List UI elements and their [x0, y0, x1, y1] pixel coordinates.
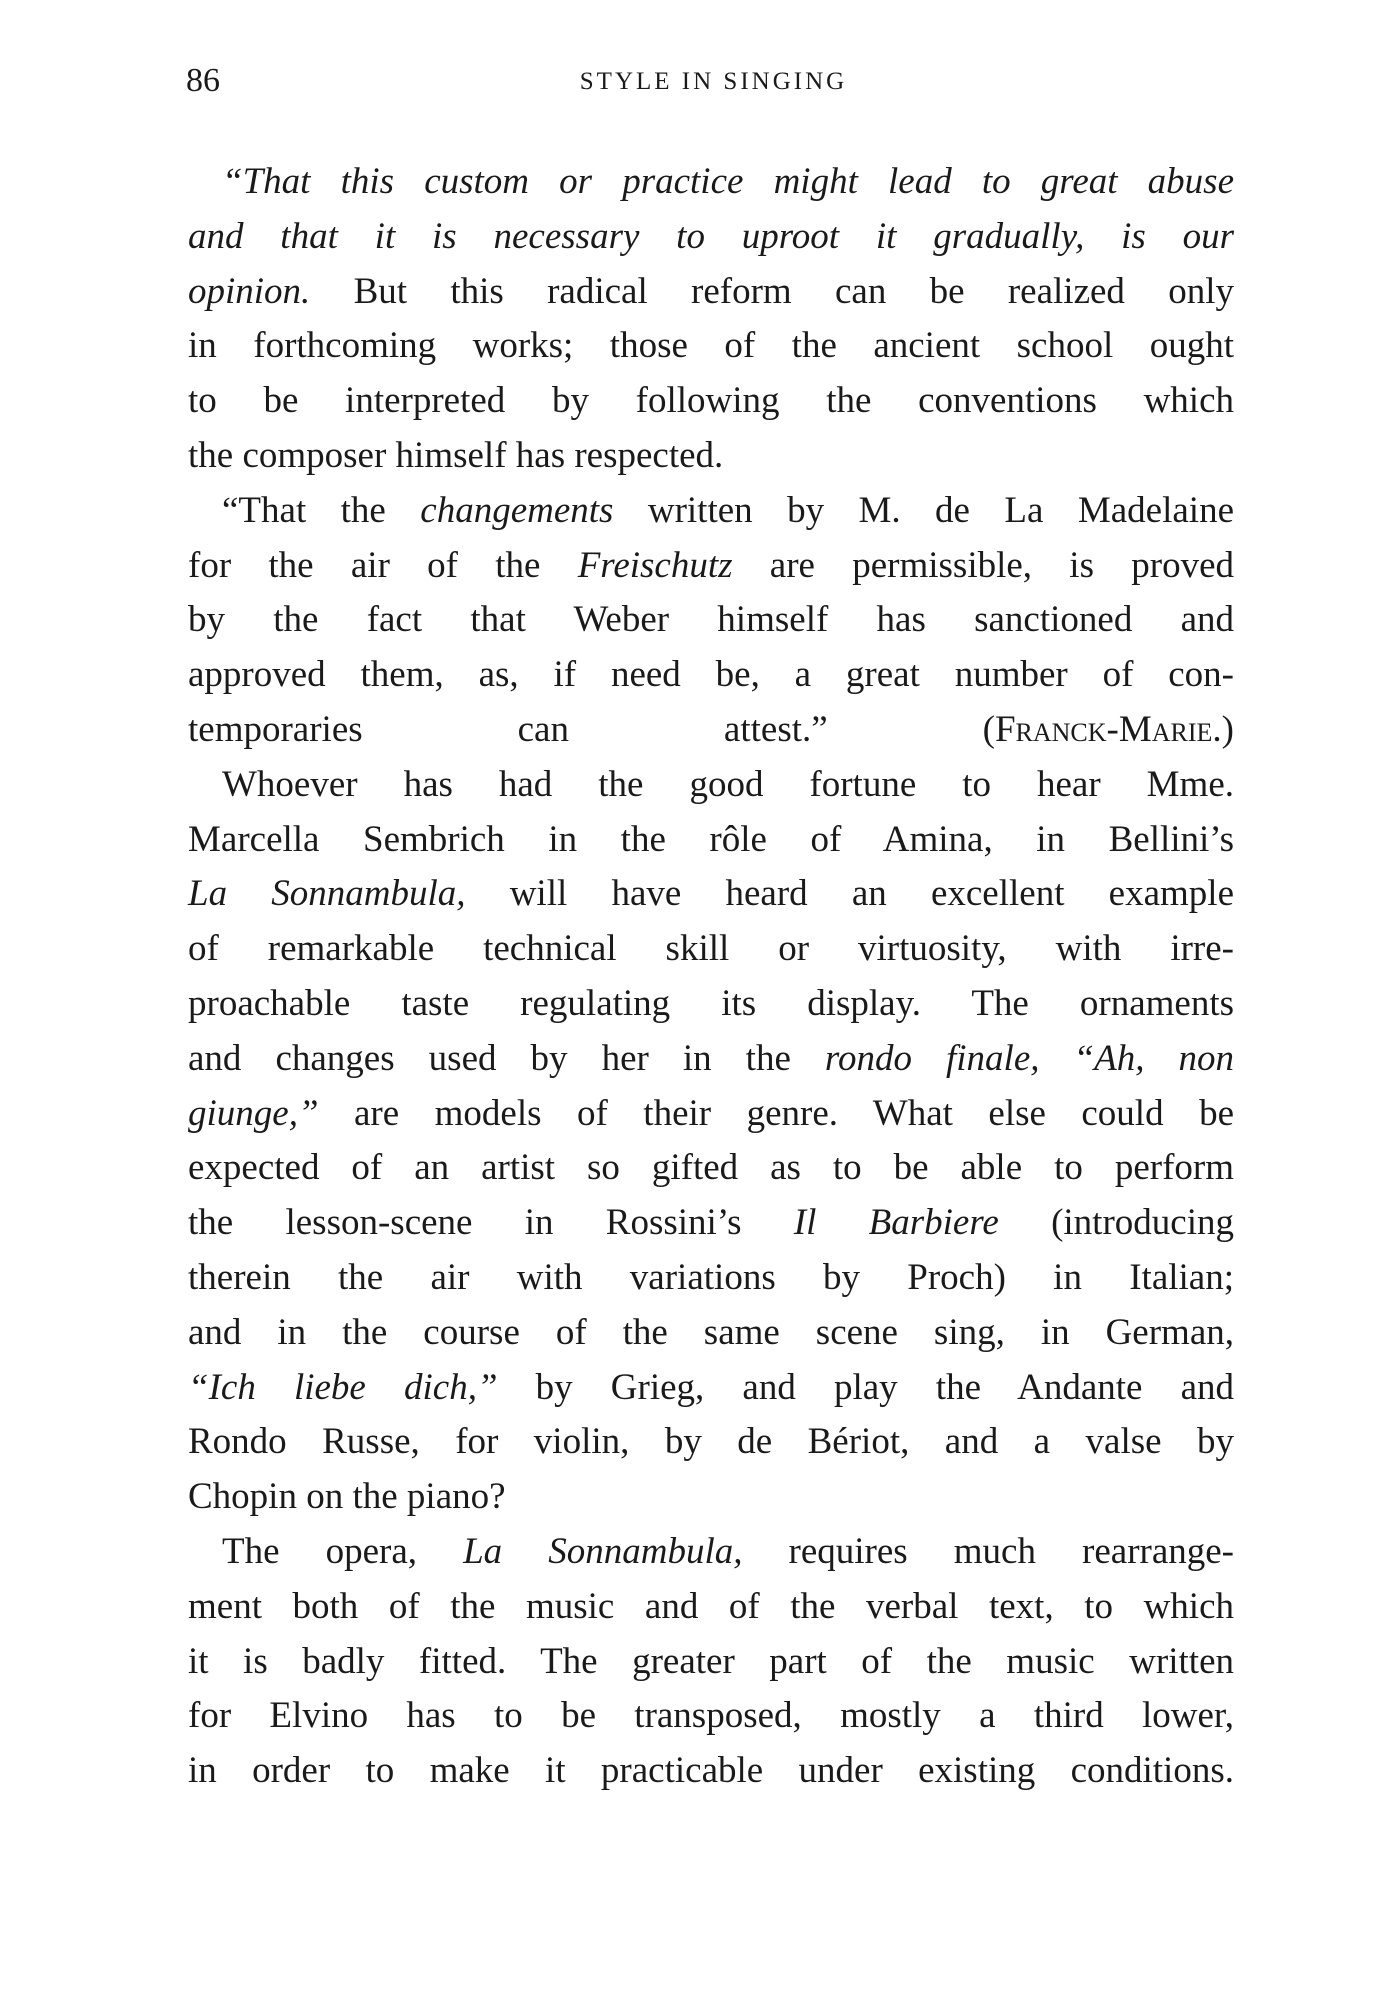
text-segment: by Grieg, and play the Andante and: [497, 1366, 1235, 1408]
text-segment: But this radical reform can be realized only: [310, 270, 1234, 312]
text-line: [188, 1092, 1234, 1136]
text-segment: requires much rearrange-: [742, 1531, 1234, 1572]
text-segment: Whoever has had the good fortune to hear Mme.: [222, 763, 1234, 805]
text-segment: .): [1212, 709, 1234, 750]
italic-text: “That this custom or practice might lead to great abuse: [222, 161, 1234, 202]
italic-text: La Sonnambula,: [463, 1531, 743, 1572]
text-segment: The opera,: [222, 1531, 464, 1572]
text-line: [188, 1749, 1234, 1793]
text-segment: to be interpreted by following the conventions which: [188, 380, 1234, 422]
text-segment: written by M. de La Madelaine: [613, 489, 1234, 531]
text-segment: by the fact that Weber himself has sanctioned and: [188, 599, 1234, 641]
text-line: [188, 1037, 1234, 1081]
text-line: [188, 215, 1234, 259]
text-line: [188, 544, 1234, 588]
text-segment: in forthcoming works; those of the ancient school ought: [188, 325, 1234, 367]
small-caps-text: Franck-Marie: [994, 709, 1213, 750]
text-line: [188, 1585, 1234, 1629]
text-segment: therein the air with variations by Proch) in Italian;: [188, 1257, 1234, 1298]
text-segment: Rondo Russe, for violin, by de Bériot, and a valse by: [188, 1421, 1234, 1463]
text-segment: and in the course of the same scene sing, in German,: [188, 1311, 1234, 1353]
text-segment: for the air of the: [188, 544, 578, 586]
text-segment: are models of their genre. What else could be: [318, 1092, 1234, 1134]
italic-text: changements: [420, 489, 614, 531]
text-segment: of remarkable technical skill or virtuosity, with irre-: [188, 928, 1234, 970]
text-segment: it is badly fitted. The greater part of the music written: [188, 1640, 1234, 1682]
text-line: [188, 1256, 1234, 1300]
text-segment: “That the: [222, 489, 421, 531]
text-segment: expected of an artist so gifted as to be able to perform: [188, 1147, 1234, 1189]
text-segment: ment both of the music and of the verbal text, to which: [188, 1585, 1234, 1627]
italic-text: Freischutz: [577, 544, 733, 586]
text-line: [222, 160, 1234, 204]
text-segment: and changes used by her in the: [188, 1037, 825, 1079]
text-line: [222, 763, 1234, 807]
text-line: [188, 1420, 1234, 1464]
text-line: [188, 379, 1234, 423]
text-segment: the lesson-scene in Rossini’s: [188, 1202, 794, 1244]
text-segment: in order to make it practicable under existing conditions.: [188, 1750, 1234, 1792]
text-line: [188, 1640, 1234, 1684]
text-line: [222, 1530, 1234, 1574]
text-line: [188, 653, 1234, 697]
text-segment: are permissible, is proved: [732, 544, 1234, 586]
text-line: [188, 270, 1234, 314]
text-segment: Chopin on the piano?: [188, 1476, 506, 1518]
italic-text: La Sonnambula,: [188, 873, 466, 915]
text-segment: the composer himself has respected.: [188, 435, 724, 476]
text-segment: (introducing: [998, 1202, 1234, 1244]
text-segment: approved them, as, if need be, a great number of con-: [188, 654, 1234, 696]
text-line: [188, 1201, 1234, 1245]
text-segment: temporaries can attest.” (: [188, 709, 995, 750]
text-line: [188, 1311, 1234, 1355]
text-line: [188, 434, 1234, 478]
text-line: [188, 1366, 1234, 1410]
italic-text: opinion.: [188, 270, 311, 312]
text-line: [188, 598, 1234, 642]
text-line: [188, 872, 1234, 916]
text-line: [188, 324, 1234, 368]
text-segment: Marcella Sembrich in the rôle of Amina, in Bellini’s: [188, 818, 1234, 860]
text-line: [188, 1146, 1234, 1190]
text-line: [188, 1694, 1234, 1738]
text-segment: will have heard an excellent example: [465, 873, 1234, 915]
italic-text: and that it is necessary to uproot it gradually, is our: [188, 215, 1234, 257]
text-line: [188, 708, 1234, 752]
italic-text: Il Barbiere: [793, 1202, 999, 1244]
text-line: [222, 489, 1234, 533]
running-title: STYLE IN SINGING: [579, 68, 848, 95]
text-segment: proachable taste regulating its display. The ornaments: [188, 983, 1234, 1024]
text-line: [188, 818, 1234, 862]
italic-text: giunge,”: [188, 1092, 319, 1134]
text-line: [188, 1475, 1234, 1519]
italic-text: “Ich liebe dich,”: [188, 1366, 498, 1408]
text-segment: for Elvino has to be transposed, mostly a third lower,: [188, 1695, 1234, 1737]
italic-text: rondo finale, “Ah, non: [824, 1037, 1235, 1079]
text-line: [188, 982, 1234, 1026]
text-line: [188, 927, 1234, 971]
page-number: 86: [186, 62, 220, 99]
